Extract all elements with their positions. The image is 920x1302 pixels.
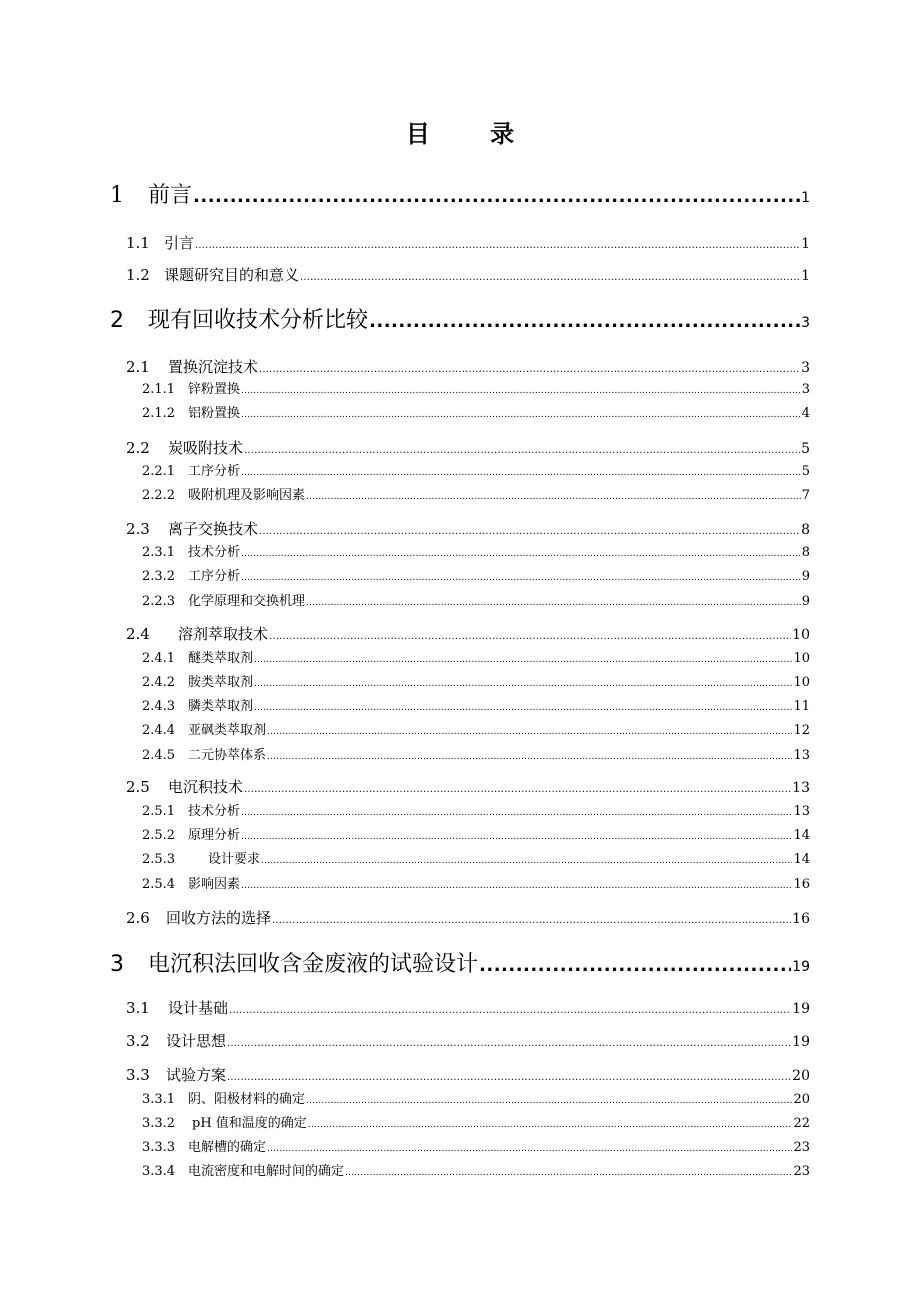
toc-entry-title: 工序分析 xyxy=(188,464,241,479)
toc-entry-number: 2.3.2 xyxy=(142,569,176,584)
toc-entry-number: 3.3.4 xyxy=(142,1164,176,1179)
toc-entry-page-number: 14 xyxy=(793,828,810,843)
toc-entry-number: 1 xyxy=(110,183,124,208)
toc-entry-number: 2.2 xyxy=(126,439,150,457)
toc-entry[interactable] xyxy=(142,848,810,867)
toc-entry-title: 溶剂萃取技术 xyxy=(178,625,269,643)
toc-entry[interactable] xyxy=(142,484,810,503)
toc-entry-page-number: 19 xyxy=(792,1034,810,1050)
toc-dot-leader xyxy=(244,784,791,795)
toc-entry-page-number: 8 xyxy=(801,545,810,560)
toc-dot-leader xyxy=(267,1144,792,1154)
toc-entry-title: 电解槽的确定 xyxy=(188,1140,267,1155)
toc-dot-leader xyxy=(241,881,792,891)
toc-entry[interactable] xyxy=(142,541,810,560)
toc-entry-title: 膦类萃取剂 xyxy=(188,699,254,714)
toc-entry-title: 二元协萃体系 xyxy=(188,748,267,763)
toc-entry-number: 3.2 xyxy=(126,1032,150,1050)
toc-entry-title: 铝粉置换 xyxy=(188,406,241,421)
toc-entry[interactable] xyxy=(126,437,810,458)
toc-dot-leader xyxy=(241,832,792,842)
toc-entry[interactable] xyxy=(126,1064,810,1085)
toc-entry-number: 3.3.2 xyxy=(142,1116,176,1131)
toc-entry-number: 2.4.3 xyxy=(142,699,176,714)
toc-entry-title: 电沉积法回收含金废液的试验设计 xyxy=(148,952,479,977)
toc-dot-leader xyxy=(259,364,800,375)
toc-entry-page-number: 20 xyxy=(793,1092,810,1107)
toc-entry-page-number: 3 xyxy=(801,382,810,397)
toc-entry-page-number: 1 xyxy=(801,236,810,252)
toc-entry[interactable] xyxy=(142,671,810,690)
toc-entry-title: 影响因素 xyxy=(188,877,241,892)
toc-entry-page-number: 23 xyxy=(793,1164,810,1179)
toc-entry-title: 醚类萃取剂 xyxy=(188,651,254,666)
toc-dot-leader xyxy=(241,410,801,420)
toc-entry-title: 引言 xyxy=(164,234,195,252)
toc-entry-page-number: 16 xyxy=(793,877,810,892)
toc-entry-number: 1.1 xyxy=(126,234,150,252)
toc-dot-leader xyxy=(306,598,801,608)
toc-entry-title: 设计要求 xyxy=(208,852,261,867)
toc-entry-number: 2.1.1 xyxy=(142,382,176,397)
toc-entry-title: 技术分析 xyxy=(188,804,241,819)
toc-entry-title: 锌粉置换 xyxy=(188,382,241,397)
toc-entry[interactable] xyxy=(142,647,810,666)
toc-entry[interactable] xyxy=(142,744,810,763)
toc-entry-page-number: 3 xyxy=(801,360,810,376)
page-title: 目 录 xyxy=(405,120,541,148)
toc-entry-title: 前言 xyxy=(148,183,193,208)
toc-entry-number: 2.1.2 xyxy=(142,406,176,421)
toc-entry-number: 2.5.4 xyxy=(142,877,176,892)
toc-entry-title: 吸附机理及影响因素 xyxy=(188,488,306,503)
toc-entry-page-number: 10 xyxy=(792,627,810,643)
toc-entry-number: 2.4.5 xyxy=(142,748,176,763)
toc-dot-leader xyxy=(254,655,792,665)
toc-dot-leader xyxy=(227,1072,791,1083)
toc-entry[interactable] xyxy=(126,623,810,644)
toc-entry-page-number: 13 xyxy=(792,780,810,796)
toc-entry-number: 2.4.4 xyxy=(142,723,176,738)
toc-entry-page-number: 13 xyxy=(793,748,810,763)
toc-entry-page-number: 11 xyxy=(793,699,810,714)
toc-entry-number: 3.3.1 xyxy=(142,1092,176,1107)
toc-entry[interactable] xyxy=(126,1030,810,1051)
toc-entry-number: 2.1 xyxy=(126,358,150,376)
toc-entry-page-number: 5 xyxy=(801,464,810,479)
toc-entry-title: 亚砜类萃取剂 xyxy=(188,723,267,738)
toc-entry-title: 设计思想 xyxy=(166,1032,227,1050)
toc-entry-title: pH 值和温度的确定 xyxy=(192,1116,307,1131)
toc-entry[interactable] xyxy=(142,1160,810,1179)
toc-entry-title: 现有回收技术分析比较 xyxy=(148,308,369,333)
toc-entry-number: 2.2.3 xyxy=(142,594,176,609)
toc-entry-page-number: 14 xyxy=(793,852,810,867)
toc-entry-page-number: 1 xyxy=(801,190,810,206)
toc-entry-number: 3.3.3 xyxy=(142,1140,176,1155)
toc-dot-leader xyxy=(259,526,800,537)
toc-entry-title: 技术分析 xyxy=(188,545,241,560)
toc-dot-leader xyxy=(267,752,792,762)
toc-entry[interactable] xyxy=(126,356,810,377)
toc-entry-number: 2.6 xyxy=(126,909,150,927)
toc-entry[interactable] xyxy=(142,873,810,892)
toc-entry-page-number: 16 xyxy=(792,911,810,927)
toc-entry-page-number: 10 xyxy=(793,651,810,666)
toc-entry[interactable] xyxy=(110,303,810,334)
toc-dot-leader xyxy=(269,631,791,642)
toc-entry-title: 课题研究目的和意义 xyxy=(164,266,300,284)
toc-dot-leader xyxy=(241,468,801,478)
toc-entry-number: 2.5.1 xyxy=(142,804,176,819)
toc-dot-leader xyxy=(254,679,792,689)
toc-entry[interactable] xyxy=(126,776,810,797)
toc-entry-page-number: 12 xyxy=(793,723,810,738)
toc-entry[interactable] xyxy=(142,402,810,421)
toc-entry-title: 试验方案 xyxy=(166,1066,227,1084)
toc-entry-title: 电沉积技术 xyxy=(168,778,244,796)
toc-dot-leader xyxy=(244,445,800,456)
toc-entry-title: 胺类萃取剂 xyxy=(188,675,254,690)
toc-dot-leader xyxy=(241,386,801,396)
toc-entry-number: 2.4 xyxy=(126,625,150,643)
toc-dot-leader xyxy=(345,1168,792,1178)
toc-dot-leader xyxy=(229,1005,791,1016)
toc-entry-title: 置换沉淀技术 xyxy=(168,358,259,376)
toc-entry-number: 2.3 xyxy=(126,520,150,538)
toc-entry-title: 阴、阳极材料的确定 xyxy=(188,1092,306,1107)
toc-entry-page-number: 9 xyxy=(801,594,810,609)
toc-entry-number: 2.3.1 xyxy=(142,545,176,560)
toc-entry-number: 3 xyxy=(110,952,124,977)
toc-entry[interactable] xyxy=(110,947,810,978)
toc-entry-number: 2.5 xyxy=(126,778,150,796)
toc-entry[interactable] xyxy=(126,997,810,1018)
toc-entry-number: 2.2.1 xyxy=(142,464,176,479)
toc-entry-number: 2 xyxy=(110,308,124,333)
toc-dot-leader xyxy=(267,727,792,737)
toc-entry-page-number: 20 xyxy=(792,1068,810,1084)
toc-entry-page-number: 9 xyxy=(801,569,810,584)
toc-entry-page-number: 23 xyxy=(793,1140,810,1155)
toc-entry-page-number: 4 xyxy=(801,406,810,421)
toc-entry-title: 回收方法的选择 xyxy=(166,909,272,927)
toc-entry[interactable] xyxy=(142,460,810,479)
toc-dot-leader xyxy=(254,703,792,713)
toc-entry[interactable] xyxy=(126,264,810,285)
toc-entry-page-number: 10 xyxy=(793,675,810,690)
toc-entry-page-number: 19 xyxy=(792,959,810,975)
toc-entry-page-number: 1 xyxy=(801,268,810,284)
toc-entry-page-number: 19 xyxy=(792,1001,810,1017)
toc-entry[interactable] xyxy=(142,1112,810,1131)
toc-entry-title: 设计基础 xyxy=(168,999,229,1017)
toc-dot-leader xyxy=(261,856,792,866)
toc-entry-title: 化学原理和交换机理 xyxy=(188,594,306,609)
toc-entry-number: 2.2.2 xyxy=(142,488,176,503)
toc-entry-number: 2.4.1 xyxy=(142,651,176,666)
toc-entry-page-number: 22 xyxy=(793,1116,810,1131)
toc-entry-title: 工序分析 xyxy=(188,569,241,584)
toc-entry-number: 2.5.2 xyxy=(142,828,176,843)
toc-dot-leader xyxy=(272,915,791,926)
toc-entry[interactable] xyxy=(142,378,810,397)
toc-dot-leader xyxy=(306,492,801,502)
toc-entry-number: 2.5.3 xyxy=(142,852,176,867)
toc-entry[interactable] xyxy=(110,178,810,209)
toc-dot-leader xyxy=(479,955,791,976)
toc-entry-number: 2.4.2 xyxy=(142,675,176,690)
toc-dot-leader xyxy=(308,1120,793,1130)
toc-entry-page-number: 7 xyxy=(801,488,810,503)
toc-entry-title: 离子交换技术 xyxy=(168,520,259,538)
toc-entry[interactable] xyxy=(142,695,810,714)
toc-dot-leader xyxy=(193,186,800,207)
toc-dot-leader xyxy=(369,311,800,332)
toc-entry[interactable] xyxy=(126,518,810,539)
toc-entry-title: 电流密度和电解时间的确定 xyxy=(188,1164,345,1179)
toc-dot-leader xyxy=(241,549,801,559)
toc-entry[interactable] xyxy=(126,232,810,253)
toc-entry[interactable] xyxy=(142,719,810,738)
toc-entry-number: 3.3 xyxy=(126,1066,150,1084)
toc-entry[interactable] xyxy=(142,565,810,584)
toc-dot-leader xyxy=(195,240,800,251)
toc-entry[interactable] xyxy=(142,1088,810,1107)
toc-dot-leader xyxy=(300,272,800,283)
toc-entry-page-number: 8 xyxy=(801,522,810,538)
toc-entry-page-number: 13 xyxy=(793,804,810,819)
toc-entry-number: 3.1 xyxy=(126,999,150,1017)
toc-dot-leader xyxy=(306,1096,792,1106)
toc-dot-leader xyxy=(241,808,792,818)
toc-entry[interactable] xyxy=(142,1136,810,1155)
toc-entry-number: 1.2 xyxy=(126,266,150,284)
toc-dot-leader xyxy=(241,573,801,583)
toc-entry[interactable] xyxy=(142,824,810,843)
toc-entry[interactable] xyxy=(142,590,810,609)
toc-dot-leader xyxy=(227,1038,791,1049)
toc-entry-title: 炭吸附技术 xyxy=(168,439,244,457)
toc-entry[interactable] xyxy=(142,800,810,819)
toc-entry-title: 原理分析 xyxy=(188,828,241,843)
toc-entry-page-number: 3 xyxy=(801,315,810,331)
toc-entry-page-number: 5 xyxy=(801,441,810,457)
toc-entry[interactable] xyxy=(126,907,810,928)
